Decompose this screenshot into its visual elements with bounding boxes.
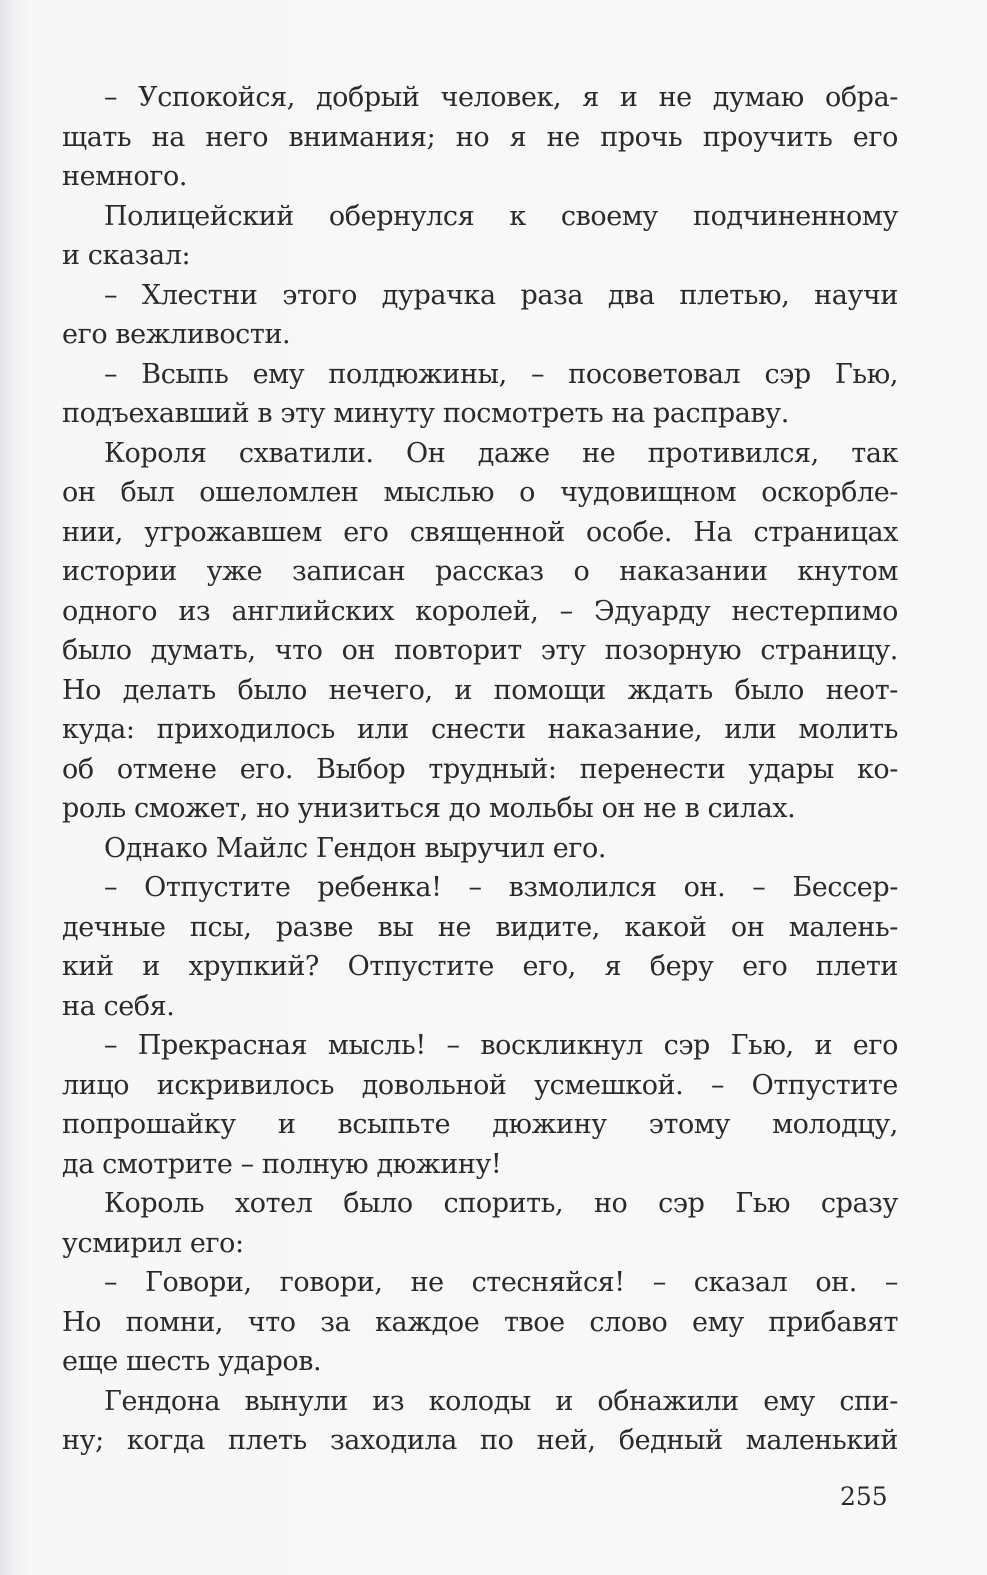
text-line: на себя. bbox=[62, 990, 175, 1022]
text-line: Полицейский обернулся к своему подчиненному bbox=[104, 200, 898, 232]
text-line: подъехавший в эту минуту посмотреть на расправу. bbox=[62, 398, 789, 429]
text-line: его вежливости. bbox=[62, 319, 291, 350]
text-line: Король хотел было спорить, но сэр Гью сразу bbox=[104, 1188, 898, 1219]
text-line: Короля схватили. Он даже не противился, так bbox=[104, 437, 898, 469]
text-line: Однако Майлс Гендон выручил его. bbox=[104, 832, 607, 864]
body-text bbox=[62, 78, 898, 1461]
text-line: нии, угрожавшем его священной особе. На страницах bbox=[62, 516, 898, 548]
text-line: – Успокойся, добрый человек, я и не думаю обра- bbox=[104, 82, 898, 113]
text-line: щать на него внимания; но я не прочь проучить его bbox=[62, 121, 898, 153]
text-line: было думать, что он повторит эту позорную страницу. bbox=[62, 635, 898, 666]
text-line: и сказал: bbox=[62, 240, 191, 271]
text-line: – Прекрасная мысль! – воскликнул сэр Гью, и его bbox=[104, 1030, 898, 1061]
text-line: усмирил его: bbox=[62, 1227, 244, 1259]
text-line: об отмене его. Выбор трудный: перенести удары ко- bbox=[62, 753, 898, 785]
text-line: лицо искривилось довольной усмешкой. – Отпустите bbox=[62, 1069, 898, 1101]
text-line: еще шесть ударов. bbox=[62, 1346, 322, 1377]
text-line: Но делать было нечего, и помощи ждать было неот- bbox=[62, 674, 898, 706]
text-line: попрошайку и всыпьте дюжину этому молодцу, bbox=[62, 1109, 898, 1140]
text-line: роль сможет, но унизиться до мольбы он не в силах. bbox=[62, 793, 796, 824]
text-line: дечные псы, разве вы не видите, какой он малень- bbox=[62, 911, 898, 943]
text-line: – Всыпь ему полдюжины, – посоветовал сэр Гью, bbox=[104, 358, 898, 390]
text-line: – Хлестни этого дурачка раза два плетью, научи bbox=[104, 279, 898, 311]
text-line: немного. bbox=[62, 161, 188, 192]
text-line: – Говори, говори, не стесняйся! – сказал он. – bbox=[104, 1267, 898, 1298]
text-line: да смотрите – полную дюжину! bbox=[62, 1148, 502, 1180]
text-line: Но помни, что за каждое твое слово ему прибавят bbox=[62, 1306, 898, 1338]
text-line: Гендона вынули из колоды и обнажили ему спи- bbox=[104, 1385, 898, 1417]
text-line: куда: приходилось или снести наказание, или молить bbox=[62, 714, 898, 745]
text-line: – Отпустите ребенка! – взмолился он. – Бессер- bbox=[104, 872, 898, 903]
page-number: 255 bbox=[840, 1482, 888, 1511]
text-line: одного из английских королей, – Эдуарду нестерпимо bbox=[62, 595, 898, 627]
text-line: кий и хрупкий? Отпустите его, я беру его плети bbox=[62, 951, 898, 982]
text-line: истории уже записан рассказ о наказании кнутом bbox=[62, 556, 898, 587]
text-line: он был ошеломлен мыслью о чудовищном оскорбле- bbox=[62, 477, 898, 508]
text-line: ну; когда плеть заходила по ней, бедный маленький bbox=[62, 1425, 898, 1456]
